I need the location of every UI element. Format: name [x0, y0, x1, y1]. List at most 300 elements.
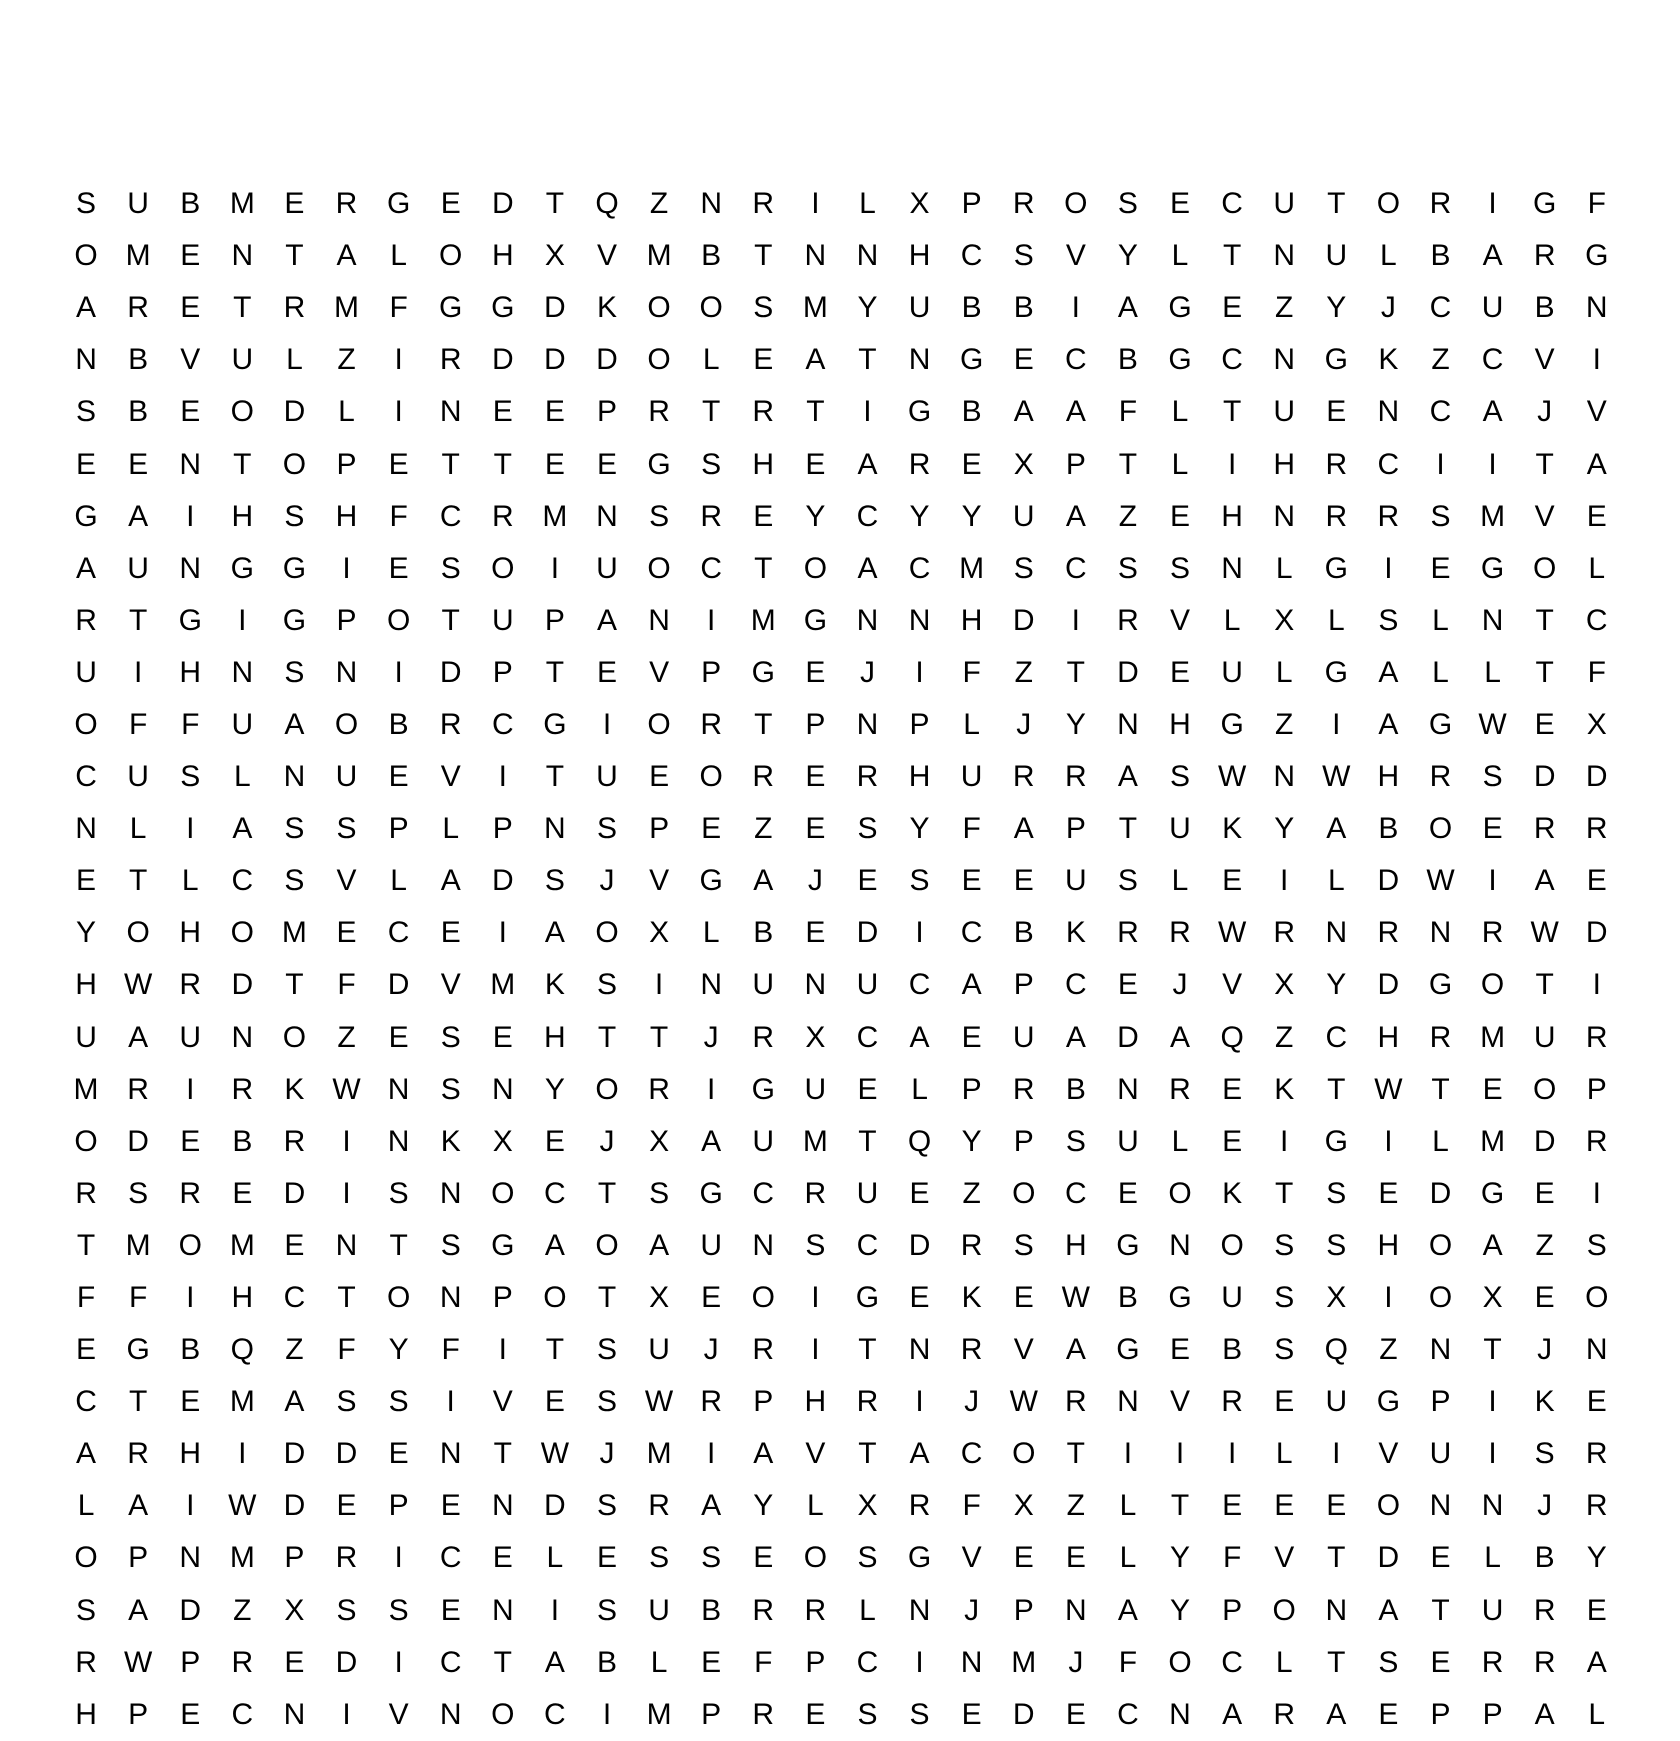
letter-cell[interactable]: G	[491, 1228, 515, 1262]
letter-cell[interactable]: H	[335, 499, 358, 533]
letter-cell[interactable]: S	[857, 812, 878, 846]
letter-cell[interactable]: U	[127, 551, 149, 585]
letter-cell[interactable]: U	[596, 760, 618, 794]
letter-cell[interactable]: D	[283, 395, 306, 429]
letter-cell[interactable]: R	[1533, 1593, 1556, 1627]
letter-cell[interactable]: P	[388, 812, 409, 846]
letter-cell[interactable]: U	[1481, 1593, 1504, 1627]
letter-cell[interactable]: C	[387, 916, 410, 950]
letter-cell[interactable]: F	[128, 1281, 148, 1315]
letter-cell[interactable]: Y	[76, 916, 97, 950]
letter-cell[interactable]: R	[1429, 1020, 1452, 1054]
letter-cell[interactable]: A	[909, 1437, 930, 1471]
letter-cell[interactable]: W	[1009, 1385, 1038, 1419]
letter-cell[interactable]: L	[1275, 655, 1293, 689]
letter-cell[interactable]: H	[75, 968, 97, 1002]
letter-cell[interactable]: N	[544, 812, 566, 846]
letter-cell[interactable]: L	[546, 1541, 564, 1575]
letter-cell[interactable]: R	[283, 291, 306, 325]
letter-cell[interactable]: E	[1482, 1072, 1503, 1106]
letter-cell[interactable]: B	[388, 707, 409, 741]
letter-cell[interactable]: E	[701, 1281, 722, 1315]
letter-cell[interactable]: E	[1430, 1645, 1451, 1679]
letter-cell[interactable]: G	[282, 603, 307, 637]
letter-cell[interactable]: K	[284, 1072, 305, 1106]
letter-cell[interactable]: I	[446, 1385, 455, 1419]
letter-cell[interactable]: A	[76, 291, 97, 325]
letter-cell[interactable]: R	[752, 395, 775, 429]
letter-cell[interactable]: A	[440, 864, 461, 898]
letter-cell[interactable]: R	[960, 1333, 983, 1367]
letter-cell[interactable]: G	[1324, 551, 1348, 585]
letter-cell[interactable]: R	[804, 1593, 827, 1627]
letter-cell[interactable]: I	[1280, 864, 1289, 898]
letter-cell[interactable]: G	[1324, 655, 1348, 689]
letter-cell[interactable]: G	[439, 291, 463, 325]
letter-cell[interactable]: A	[1065, 1333, 1086, 1367]
letter-cell[interactable]: N	[1273, 499, 1296, 533]
letter-cell[interactable]: G	[282, 551, 307, 585]
letter-cell[interactable]: N	[231, 239, 254, 273]
letter-cell[interactable]: L	[442, 812, 460, 846]
letter-cell[interactable]: N	[648, 603, 670, 637]
letter-cell[interactable]: B	[1117, 343, 1138, 377]
letter-cell[interactable]: T	[1222, 395, 1242, 429]
letter-cell[interactable]: A	[1117, 760, 1138, 794]
letter-cell[interactable]: A	[336, 239, 357, 273]
letter-cell[interactable]: R	[1429, 187, 1452, 221]
letter-cell[interactable]: B	[1378, 812, 1399, 846]
letter-cell[interactable]: A	[596, 603, 617, 637]
letter-cell[interactable]: I	[1332, 707, 1341, 741]
letter-cell[interactable]: R	[127, 1072, 149, 1106]
letter-cell[interactable]: E	[596, 1541, 617, 1575]
letter-cell[interactable]: G	[1480, 1176, 1505, 1210]
letter-cell[interactable]: H	[1377, 1020, 1400, 1054]
letter-cell[interactable]: S	[596, 812, 617, 846]
letter-cell[interactable]: U	[491, 603, 514, 637]
letter-cell[interactable]: J	[1537, 395, 1553, 429]
letter-cell[interactable]: D	[1533, 760, 1556, 794]
letter-cell[interactable]: E	[961, 447, 982, 481]
letter-cell[interactable]: Y	[388, 1333, 409, 1367]
letter-cell[interactable]: M	[1480, 1124, 1506, 1158]
letter-cell[interactable]: F	[441, 1333, 460, 1367]
letter-cell[interactable]: E	[336, 1489, 357, 1523]
letter-cell[interactable]: R	[1585, 1020, 1608, 1054]
letter-cell[interactable]: E	[76, 864, 97, 898]
letter-cell[interactable]: P	[961, 1072, 982, 1106]
letter-cell[interactable]: J	[599, 1437, 615, 1471]
letter-cell[interactable]: T	[337, 1281, 356, 1315]
letter-cell[interactable]: U	[1012, 1020, 1035, 1054]
letter-cell[interactable]: I	[1280, 1124, 1289, 1158]
letter-cell[interactable]: T	[1066, 1437, 1085, 1471]
letter-cell[interactable]: E	[1117, 1176, 1138, 1210]
letter-cell[interactable]: Z	[649, 187, 669, 221]
letter-cell[interactable]: G	[1533, 187, 1557, 221]
letter-cell[interactable]: D	[1117, 1020, 1139, 1054]
letter-cell[interactable]: T	[1222, 239, 1242, 273]
letter-cell[interactable]: E	[805, 812, 826, 846]
letter-cell[interactable]: C	[752, 1176, 775, 1210]
letter-cell[interactable]: A	[1013, 395, 1034, 429]
letter-cell[interactable]: I	[1488, 1385, 1497, 1419]
letter-cell[interactable]: Q	[230, 1333, 254, 1367]
letter-cell[interactable]: E	[232, 1176, 253, 1210]
letter-cell[interactable]: G	[126, 1333, 150, 1367]
letter-cell[interactable]: E	[805, 447, 826, 481]
letter-cell[interactable]: S	[909, 1697, 930, 1731]
letter-cell[interactable]: E	[180, 1124, 201, 1158]
letter-cell[interactable]: N	[856, 707, 879, 741]
letter-cell[interactable]: A	[1378, 655, 1399, 689]
letter-cell[interactable]: N	[908, 343, 931, 377]
letter-cell[interactable]: R	[960, 1228, 983, 1262]
letter-cell[interactable]: O	[491, 1176, 515, 1210]
letter-cell[interactable]: U	[908, 291, 931, 325]
letter-cell[interactable]: R	[1012, 760, 1035, 794]
letter-cell[interactable]: H	[231, 1281, 254, 1315]
letter-cell[interactable]: N	[1117, 1072, 1139, 1106]
letter-cell[interactable]: S	[1065, 1124, 1086, 1158]
letter-cell[interactable]: D	[1377, 864, 1400, 898]
letter-cell[interactable]: G	[386, 187, 411, 221]
letter-cell[interactable]: S	[701, 447, 722, 481]
letter-cell[interactable]: G	[1168, 343, 1192, 377]
letter-cell[interactable]: R	[752, 1020, 775, 1054]
letter-cell[interactable]: Y	[1170, 1593, 1191, 1627]
letter-cell[interactable]: A	[1482, 239, 1503, 273]
letter-cell[interactable]: S	[284, 655, 305, 689]
letter-cell[interactable]: S	[1013, 1228, 1034, 1262]
letter-cell[interactable]: A	[1065, 1020, 1086, 1054]
letter-cell[interactable]: D	[1377, 968, 1400, 1002]
letter-cell[interactable]: S	[753, 291, 774, 325]
letter-cell[interactable]: L	[1171, 447, 1189, 481]
letter-cell[interactable]: N	[1481, 603, 1504, 637]
letter-cell[interactable]: R	[283, 1124, 306, 1158]
letter-cell[interactable]: E	[180, 395, 201, 429]
letter-cell[interactable]: M	[229, 187, 255, 221]
letter-cell[interactable]: X	[805, 1020, 826, 1054]
letter-cell[interactable]: M	[229, 1541, 255, 1575]
letter-cell[interactable]: S	[1534, 1437, 1555, 1471]
letter-cell[interactable]: T	[1431, 1072, 1450, 1106]
letter-cell[interactable]: E	[1222, 1072, 1243, 1106]
letter-cell[interactable]: O	[647, 707, 671, 741]
letter-cell[interactable]: P	[596, 395, 617, 429]
letter-cell[interactable]: V	[336, 864, 357, 898]
letter-cell[interactable]: J	[1537, 1489, 1553, 1523]
letter-cell[interactable]: E	[805, 916, 826, 950]
letter-cell[interactable]: G	[1376, 1385, 1401, 1419]
letter-cell[interactable]: Y	[1326, 968, 1347, 1002]
letter-cell[interactable]: R	[1221, 1385, 1243, 1419]
letter-cell[interactable]: O	[1168, 1176, 1192, 1210]
letter-cell[interactable]: P	[180, 1645, 201, 1679]
letter-cell[interactable]: D	[491, 864, 514, 898]
letter-cell[interactable]: I	[133, 655, 143, 689]
letter-cell[interactable]: T	[1431, 1593, 1450, 1627]
letter-cell[interactable]: S	[440, 1072, 461, 1106]
letter-cell[interactable]: U	[1325, 1385, 1348, 1419]
letter-cell[interactable]: E	[909, 1281, 930, 1315]
letter-cell[interactable]: M	[646, 1697, 672, 1731]
letter-cell[interactable]: R	[127, 1437, 149, 1471]
letter-cell[interactable]: M	[646, 239, 672, 273]
letter-cell[interactable]: N	[908, 1593, 931, 1627]
letter-cell[interactable]: E	[180, 291, 201, 325]
letter-cell[interactable]: G	[751, 1072, 775, 1106]
letter-cell[interactable]: E	[1430, 551, 1451, 585]
letter-cell[interactable]: U	[1481, 291, 1504, 325]
letter-cell[interactable]: E	[1170, 187, 1191, 221]
letter-cell[interactable]: V	[649, 864, 670, 898]
letter-cell[interactable]: A	[232, 812, 253, 846]
letter-cell[interactable]: W	[1061, 1281, 1090, 1315]
letter-cell[interactable]: X	[909, 187, 930, 221]
letter-cell[interactable]: T	[1483, 1333, 1502, 1367]
letter-cell[interactable]: X	[1326, 1281, 1347, 1315]
letter-cell[interactable]: R	[1064, 1385, 1087, 1419]
letter-cell[interactable]: U	[596, 551, 618, 585]
letter-cell[interactable]: T	[1118, 447, 1138, 481]
letter-cell[interactable]: S	[180, 760, 201, 794]
letter-cell[interactable]: C	[1117, 1697, 1139, 1731]
letter-cell[interactable]: B	[596, 1645, 617, 1679]
letter-cell[interactable]: E	[180, 239, 201, 273]
letter-cell[interactable]: A	[544, 1645, 565, 1679]
letter-cell[interactable]: U	[804, 1072, 827, 1106]
letter-cell[interactable]: X	[1274, 603, 1295, 637]
letter-cell[interactable]: E	[284, 1228, 305, 1262]
letter-cell[interactable]: P	[701, 655, 722, 689]
letter-cell[interactable]: L	[702, 343, 720, 377]
letter-cell[interactable]: E	[76, 447, 97, 481]
letter-cell[interactable]: N	[1169, 1697, 1191, 1731]
letter-cell[interactable]: E	[1586, 499, 1607, 533]
letter-cell[interactable]: S	[649, 1541, 670, 1575]
letter-cell[interactable]: I	[863, 395, 872, 429]
letter-cell[interactable]: N	[439, 1697, 462, 1731]
letter-cell[interactable]: O	[74, 1124, 98, 1158]
letter-cell[interactable]: O	[543, 1281, 567, 1315]
letter-cell[interactable]: Y	[1065, 707, 1086, 741]
letter-cell[interactable]: U	[648, 1593, 670, 1627]
letter-cell[interactable]: T	[1535, 968, 1554, 1002]
letter-cell[interactable]: N	[1429, 1489, 1452, 1523]
letter-cell[interactable]: C	[700, 551, 722, 585]
letter-cell[interactable]: P	[128, 1541, 149, 1575]
letter-cell[interactable]: E	[1274, 1489, 1295, 1523]
letter-cell[interactable]: E	[1326, 395, 1347, 429]
letter-cell[interactable]: L	[650, 1645, 668, 1679]
letter-cell[interactable]: N	[752, 1228, 775, 1262]
letter-cell[interactable]: L	[1380, 239, 1397, 273]
letter-cell[interactable]: I	[342, 551, 351, 585]
letter-cell[interactable]: E	[596, 447, 617, 481]
letter-cell[interactable]: S	[1586, 1228, 1607, 1262]
letter-cell[interactable]: F	[1118, 395, 1138, 429]
letter-cell[interactable]: B	[1534, 1541, 1555, 1575]
letter-cell[interactable]: I	[1488, 187, 1497, 221]
letter-cell[interactable]: S	[596, 1385, 617, 1419]
letter-cell[interactable]: D	[1585, 760, 1608, 794]
letter-cell[interactable]: A	[284, 707, 305, 741]
letter-cell[interactable]: E	[1222, 291, 1243, 325]
letter-cell[interactable]: E	[1586, 1593, 1607, 1627]
letter-cell[interactable]: O	[1272, 1593, 1296, 1627]
letter-cell[interactable]: G	[647, 447, 671, 481]
letter-cell[interactable]: H	[1377, 1228, 1400, 1262]
letter-cell[interactable]: N	[283, 1697, 306, 1731]
letter-cell[interactable]: A	[1222, 1697, 1243, 1731]
letter-cell[interactable]: H	[752, 447, 775, 481]
letter-cell[interactable]: Z	[1379, 1333, 1398, 1367]
letter-cell[interactable]: P	[492, 1281, 513, 1315]
letter-cell[interactable]: L	[911, 1072, 928, 1106]
letter-cell[interactable]: A	[128, 1489, 149, 1523]
letter-cell[interactable]: T	[285, 239, 304, 273]
letter-cell[interactable]: G	[1220, 707, 1244, 741]
letter-cell[interactable]: E	[753, 343, 774, 377]
letter-cell[interactable]: E	[440, 916, 461, 950]
letter-cell[interactable]: L	[963, 707, 980, 741]
letter-cell[interactable]: N	[439, 1176, 462, 1210]
letter-cell[interactable]: C	[1429, 291, 1452, 325]
letter-cell[interactable]: K	[1065, 916, 1086, 950]
letter-cell[interactable]: L	[233, 760, 251, 794]
letter-cell[interactable]: E	[492, 1541, 513, 1575]
letter-cell[interactable]: C	[439, 1645, 462, 1679]
letter-cell[interactable]: N	[908, 1333, 931, 1367]
letter-cell[interactable]: C	[908, 968, 931, 1002]
letter-cell[interactable]: U	[127, 187, 149, 221]
letter-cell[interactable]: G	[959, 343, 984, 377]
letter-cell[interactable]: R	[752, 1697, 775, 1731]
letter-cell[interactable]: I	[654, 968, 664, 1002]
letter-cell[interactable]: F	[128, 707, 148, 741]
letter-cell[interactable]: A	[1482, 395, 1503, 429]
letter-cell[interactable]: D	[1429, 1176, 1452, 1210]
letter-cell[interactable]: N	[439, 1281, 462, 1315]
letter-cell[interactable]: E	[1222, 864, 1243, 898]
letter-cell[interactable]: O	[126, 916, 150, 950]
letter-cell[interactable]: E	[180, 1385, 201, 1419]
letter-cell[interactable]: T	[1275, 1176, 1294, 1210]
letter-cell[interactable]: E	[388, 1020, 409, 1054]
letter-cell[interactable]: Y	[909, 812, 930, 846]
letter-cell[interactable]: S	[388, 1385, 409, 1419]
letter-cell[interactable]: F	[76, 1281, 96, 1315]
letter-cell[interactable]: T	[1066, 655, 1085, 689]
letter-cell[interactable]: T	[285, 968, 304, 1002]
letter-cell[interactable]: D	[544, 343, 566, 377]
letter-cell[interactable]: D	[596, 343, 618, 377]
letter-cell[interactable]: L	[1275, 551, 1293, 585]
letter-cell[interactable]: T	[545, 187, 565, 221]
letter-cell[interactable]: K	[1378, 343, 1399, 377]
letter-cell[interactable]: G	[1324, 343, 1348, 377]
letter-cell[interactable]: W	[540, 1437, 570, 1471]
letter-cell[interactable]: N	[491, 1489, 514, 1523]
letter-cell[interactable]: D	[544, 1489, 566, 1523]
letter-cell[interactable]: T	[1170, 1489, 1190, 1523]
letter-cell[interactable]: R	[1429, 760, 1452, 794]
letter-cell[interactable]: O	[1428, 1281, 1453, 1315]
letter-cell[interactable]: E	[1586, 1385, 1607, 1419]
letter-cell[interactable]: N	[1273, 343, 1296, 377]
letter-cell[interactable]: A	[701, 1124, 722, 1158]
letter-cell[interactable]: E	[388, 447, 409, 481]
letter-cell[interactable]: S	[440, 1020, 461, 1054]
letter-cell[interactable]: H	[1064, 1228, 1087, 1262]
letter-cell[interactable]: E	[1013, 343, 1034, 377]
letter-cell[interactable]: E	[1117, 968, 1138, 1002]
letter-cell[interactable]: R	[1273, 1697, 1296, 1731]
letter-cell[interactable]: E	[128, 447, 149, 481]
letter-cell[interactable]: A	[753, 864, 774, 898]
letter-cell[interactable]: T	[858, 343, 877, 377]
letter-cell[interactable]: S	[1170, 551, 1191, 585]
letter-cell[interactable]: I	[1488, 864, 1497, 898]
letter-cell[interactable]: G	[699, 1176, 723, 1210]
letter-cell[interactable]: G	[1585, 239, 1609, 273]
letter-cell[interactable]: M	[281, 916, 307, 950]
letter-cell[interactable]: J	[964, 1385, 980, 1419]
letter-cell[interactable]: N	[1273, 760, 1296, 794]
letter-cell[interactable]: I	[1332, 1437, 1341, 1471]
letter-cell[interactable]: F	[181, 707, 200, 741]
letter-cell[interactable]: N	[1585, 1333, 1608, 1367]
letter-cell[interactable]: I	[186, 499, 195, 533]
letter-cell[interactable]: R	[648, 1489, 670, 1523]
letter-cell[interactable]: U	[335, 760, 358, 794]
letter-cell[interactable]: P	[805, 1645, 826, 1679]
letter-cell[interactable]: S	[596, 1489, 617, 1523]
letter-cell[interactable]: R	[1169, 1072, 1191, 1106]
letter-cell[interactable]: R	[1325, 499, 1348, 533]
letter-cell[interactable]: H	[491, 239, 514, 273]
letter-cell[interactable]: S	[76, 187, 97, 221]
letter-cell[interactable]: O	[386, 1281, 411, 1315]
letter-cell[interactable]: V	[492, 1385, 513, 1419]
letter-cell[interactable]: I	[1384, 1124, 1393, 1158]
letter-cell[interactable]: E	[1065, 1541, 1086, 1575]
letter-cell[interactable]: R	[700, 1385, 722, 1419]
letter-cell[interactable]: L	[390, 239, 407, 273]
letter-cell[interactable]: R	[1377, 916, 1400, 950]
letter-cell[interactable]: J	[807, 864, 823, 898]
letter-cell[interactable]: H	[544, 1020, 566, 1054]
letter-cell[interactable]: R	[648, 1072, 670, 1106]
letter-cell[interactable]: E	[284, 1645, 305, 1679]
letter-cell[interactable]: F	[962, 1489, 981, 1523]
letter-cell[interactable]: S	[336, 1593, 357, 1627]
letter-cell[interactable]: O	[595, 1072, 619, 1106]
letter-cell[interactable]: C	[1429, 395, 1452, 429]
letter-cell[interactable]: I	[342, 1176, 351, 1210]
letter-cell[interactable]: L	[859, 1593, 876, 1627]
letter-cell[interactable]: I	[1592, 343, 1601, 377]
letter-cell[interactable]: I	[1123, 1437, 1133, 1471]
letter-cell[interactable]: R	[700, 707, 722, 741]
letter-cell[interactable]: N	[491, 1072, 514, 1106]
letter-cell[interactable]: N	[700, 187, 722, 221]
letter-cell[interactable]: Y	[1586, 1541, 1607, 1575]
letter-cell[interactable]: O	[1064, 187, 1088, 221]
